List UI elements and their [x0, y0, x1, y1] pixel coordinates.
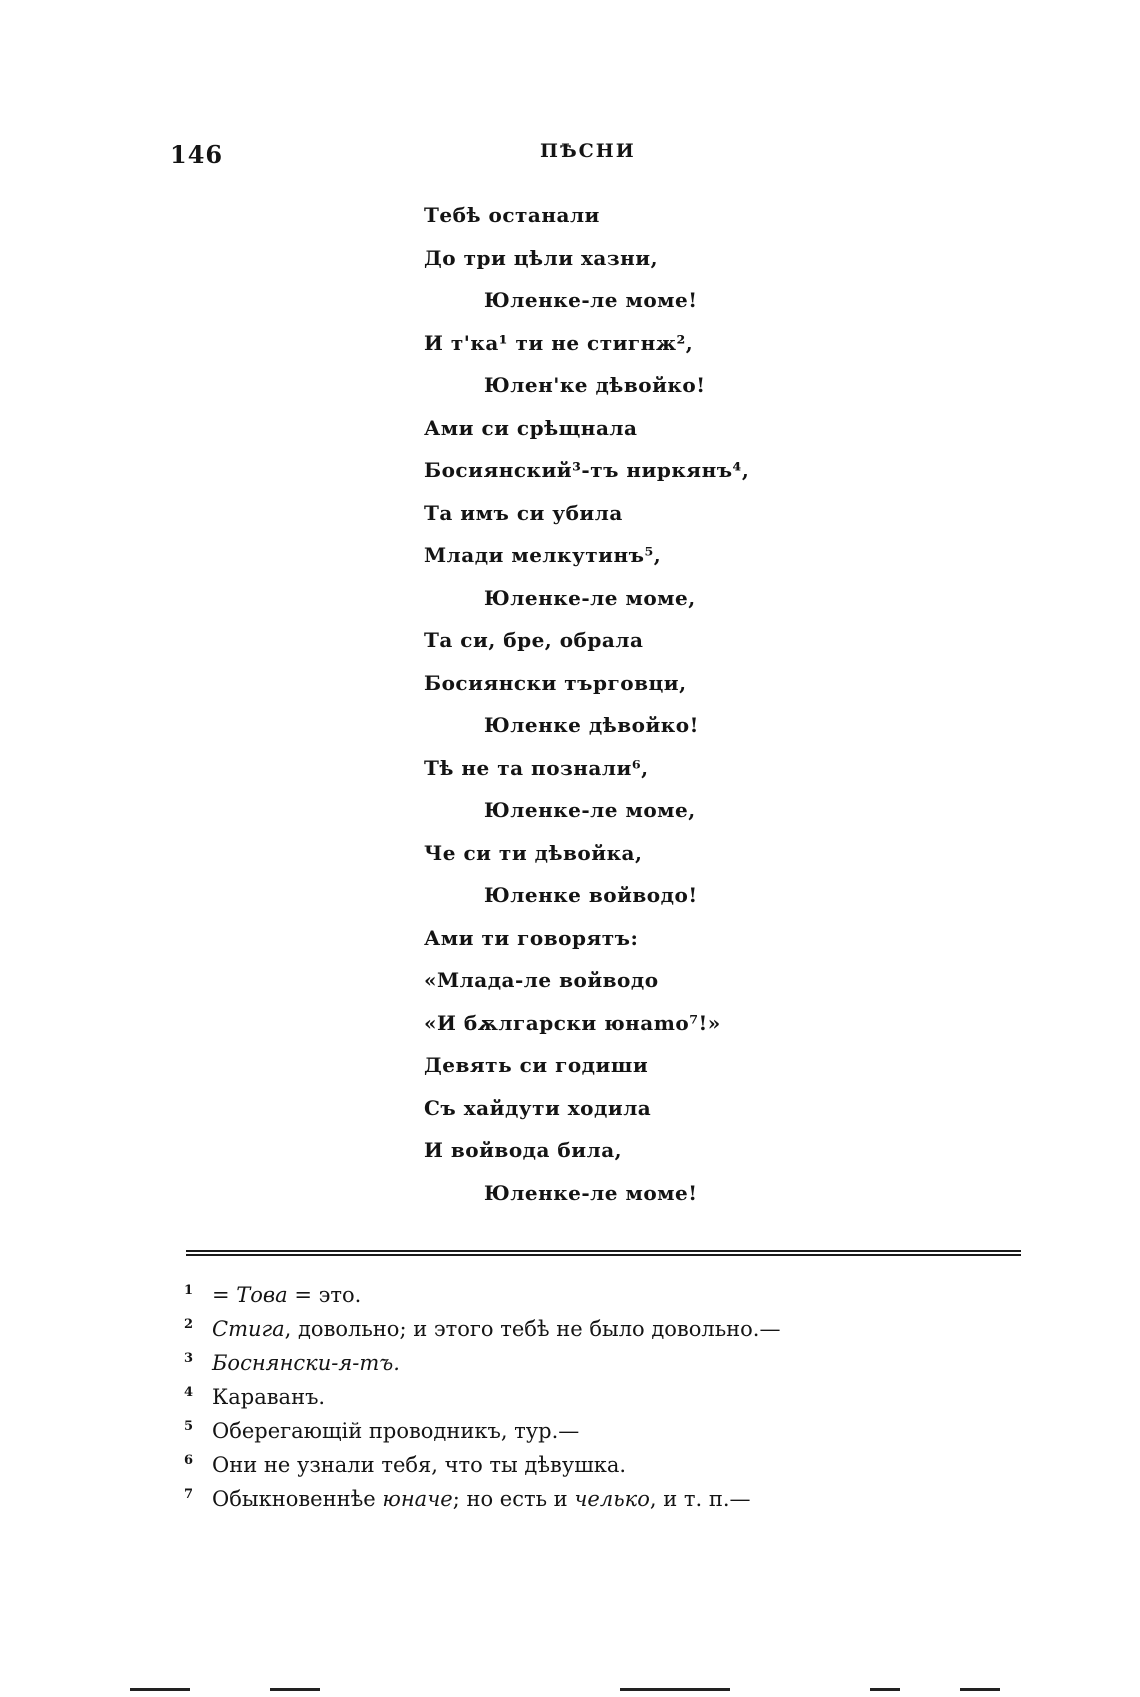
poem-line: Юленке-ле моме, — [484, 798, 696, 822]
poem-line: «И бѫлгарски юнаmo⁷!» — [424, 1010, 721, 1035]
footnote-gloss: , и т. п.— — [649, 1487, 751, 1511]
footnote: 7 Обыкновеннѣе юначе; но есть и челько, и т. п.— — [184, 1487, 751, 1511]
footnote-gloss: Они не узнали тебя, что ты дѣвушка. — [212, 1453, 627, 1477]
poem-line: Млади мелкутинъ⁵, — [424, 543, 662, 567]
footnote: 6 Они не узнали тебя, что ты дѣвушка. — [184, 1453, 627, 1477]
footnote-italic-term: юначе — [382, 1487, 453, 1511]
footnote: 5 Оберегающій проводникъ, тур.— — [184, 1419, 580, 1443]
footnote: 2 Стига, довольно; и этого тебѣ не было довольно.— — [184, 1317, 781, 1341]
footnote-text — [212, 1453, 626, 1477]
page-number: 146 — [170, 140, 224, 169]
poem-line: «Млада-ле войводо — [424, 968, 659, 992]
poem-line: Съ хайдути ходила — [424, 1095, 652, 1120]
footnote-text — [212, 1385, 325, 1409]
footnote: 4 Караванъ. — [184, 1385, 326, 1409]
footnote-text — [212, 1283, 361, 1307]
poem-line: Та имъ си убила — [424, 500, 623, 525]
footnote-gloss: Обыкновеннѣе — [212, 1487, 383, 1511]
poem-line: Та си, бре, обрала — [424, 628, 644, 652]
poem-line: И войвода била, — [424, 1138, 623, 1162]
poem-line: Юленке-ле моме! — [484, 288, 698, 312]
footnote-italic-term: челько — [574, 1487, 650, 1511]
poem-line: Ами си срѣщнала — [424, 415, 638, 440]
footnote: 1 = Това = это. — [184, 1283, 362, 1307]
footnote-gloss: = это. — [287, 1283, 362, 1307]
footnote-gloss: Оберегающій проводникъ, тур.— — [212, 1419, 580, 1443]
poem-line: Ами ти говорятъ: — [424, 925, 639, 950]
running-head: ПѢСНИ — [540, 140, 636, 162]
footnote-gloss: , довольно; и этого тебѣ не было довольно.— — [284, 1317, 781, 1341]
footnote-italic-term: Боснянски-я-тъ. — [212, 1351, 400, 1375]
poem-line: Юленке войводо! — [484, 883, 698, 907]
poem-line: Юленке-ле моме! — [484, 1180, 698, 1205]
footnote-gloss: Караванъ. — [212, 1385, 326, 1409]
scan-edge-marks — [0, 1688, 1140, 1694]
footnote-italic-term: Стига — [212, 1317, 285, 1341]
poem-line: Юлен'ке дѣвойко! — [484, 373, 706, 397]
footnote-text — [212, 1317, 780, 1341]
footnote-text — [212, 1419, 579, 1443]
footnote-gloss: = — [212, 1283, 237, 1307]
footnote-italic-term: Това — [236, 1283, 288, 1307]
footnote-text — [212, 1351, 400, 1375]
footnote-separator-rule — [186, 1250, 1021, 1256]
poem-line: И т'ка¹ ти не стигнж², — [424, 330, 694, 355]
poem-line: Босиянски търговци, — [424, 670, 687, 695]
poem-line: Че си ти дѣвойка, — [424, 840, 643, 865]
poem-line: Девять си годиши — [424, 1053, 649, 1077]
footnote: 3 Боснянски-я-тъ. — [184, 1351, 400, 1375]
poem-line: Тебѣ останали — [424, 203, 600, 227]
poem-line: Юленке-ле моме, — [484, 585, 696, 610]
footnotes — [184, 1278, 780, 1516]
footnote-text — [212, 1487, 751, 1511]
poem-line: Юленке дѣвойко! — [484, 713, 699, 737]
poem-line: Босиянский³-тъ ниркянъ⁴, — [424, 458, 750, 482]
poem-line: До три цѣли хазни, — [424, 245, 659, 270]
poem-line: Тѣ не та познали⁶, — [424, 755, 649, 780]
footnote-gloss: ; но есть и — [452, 1487, 575, 1511]
poem-text — [424, 194, 749, 1214]
